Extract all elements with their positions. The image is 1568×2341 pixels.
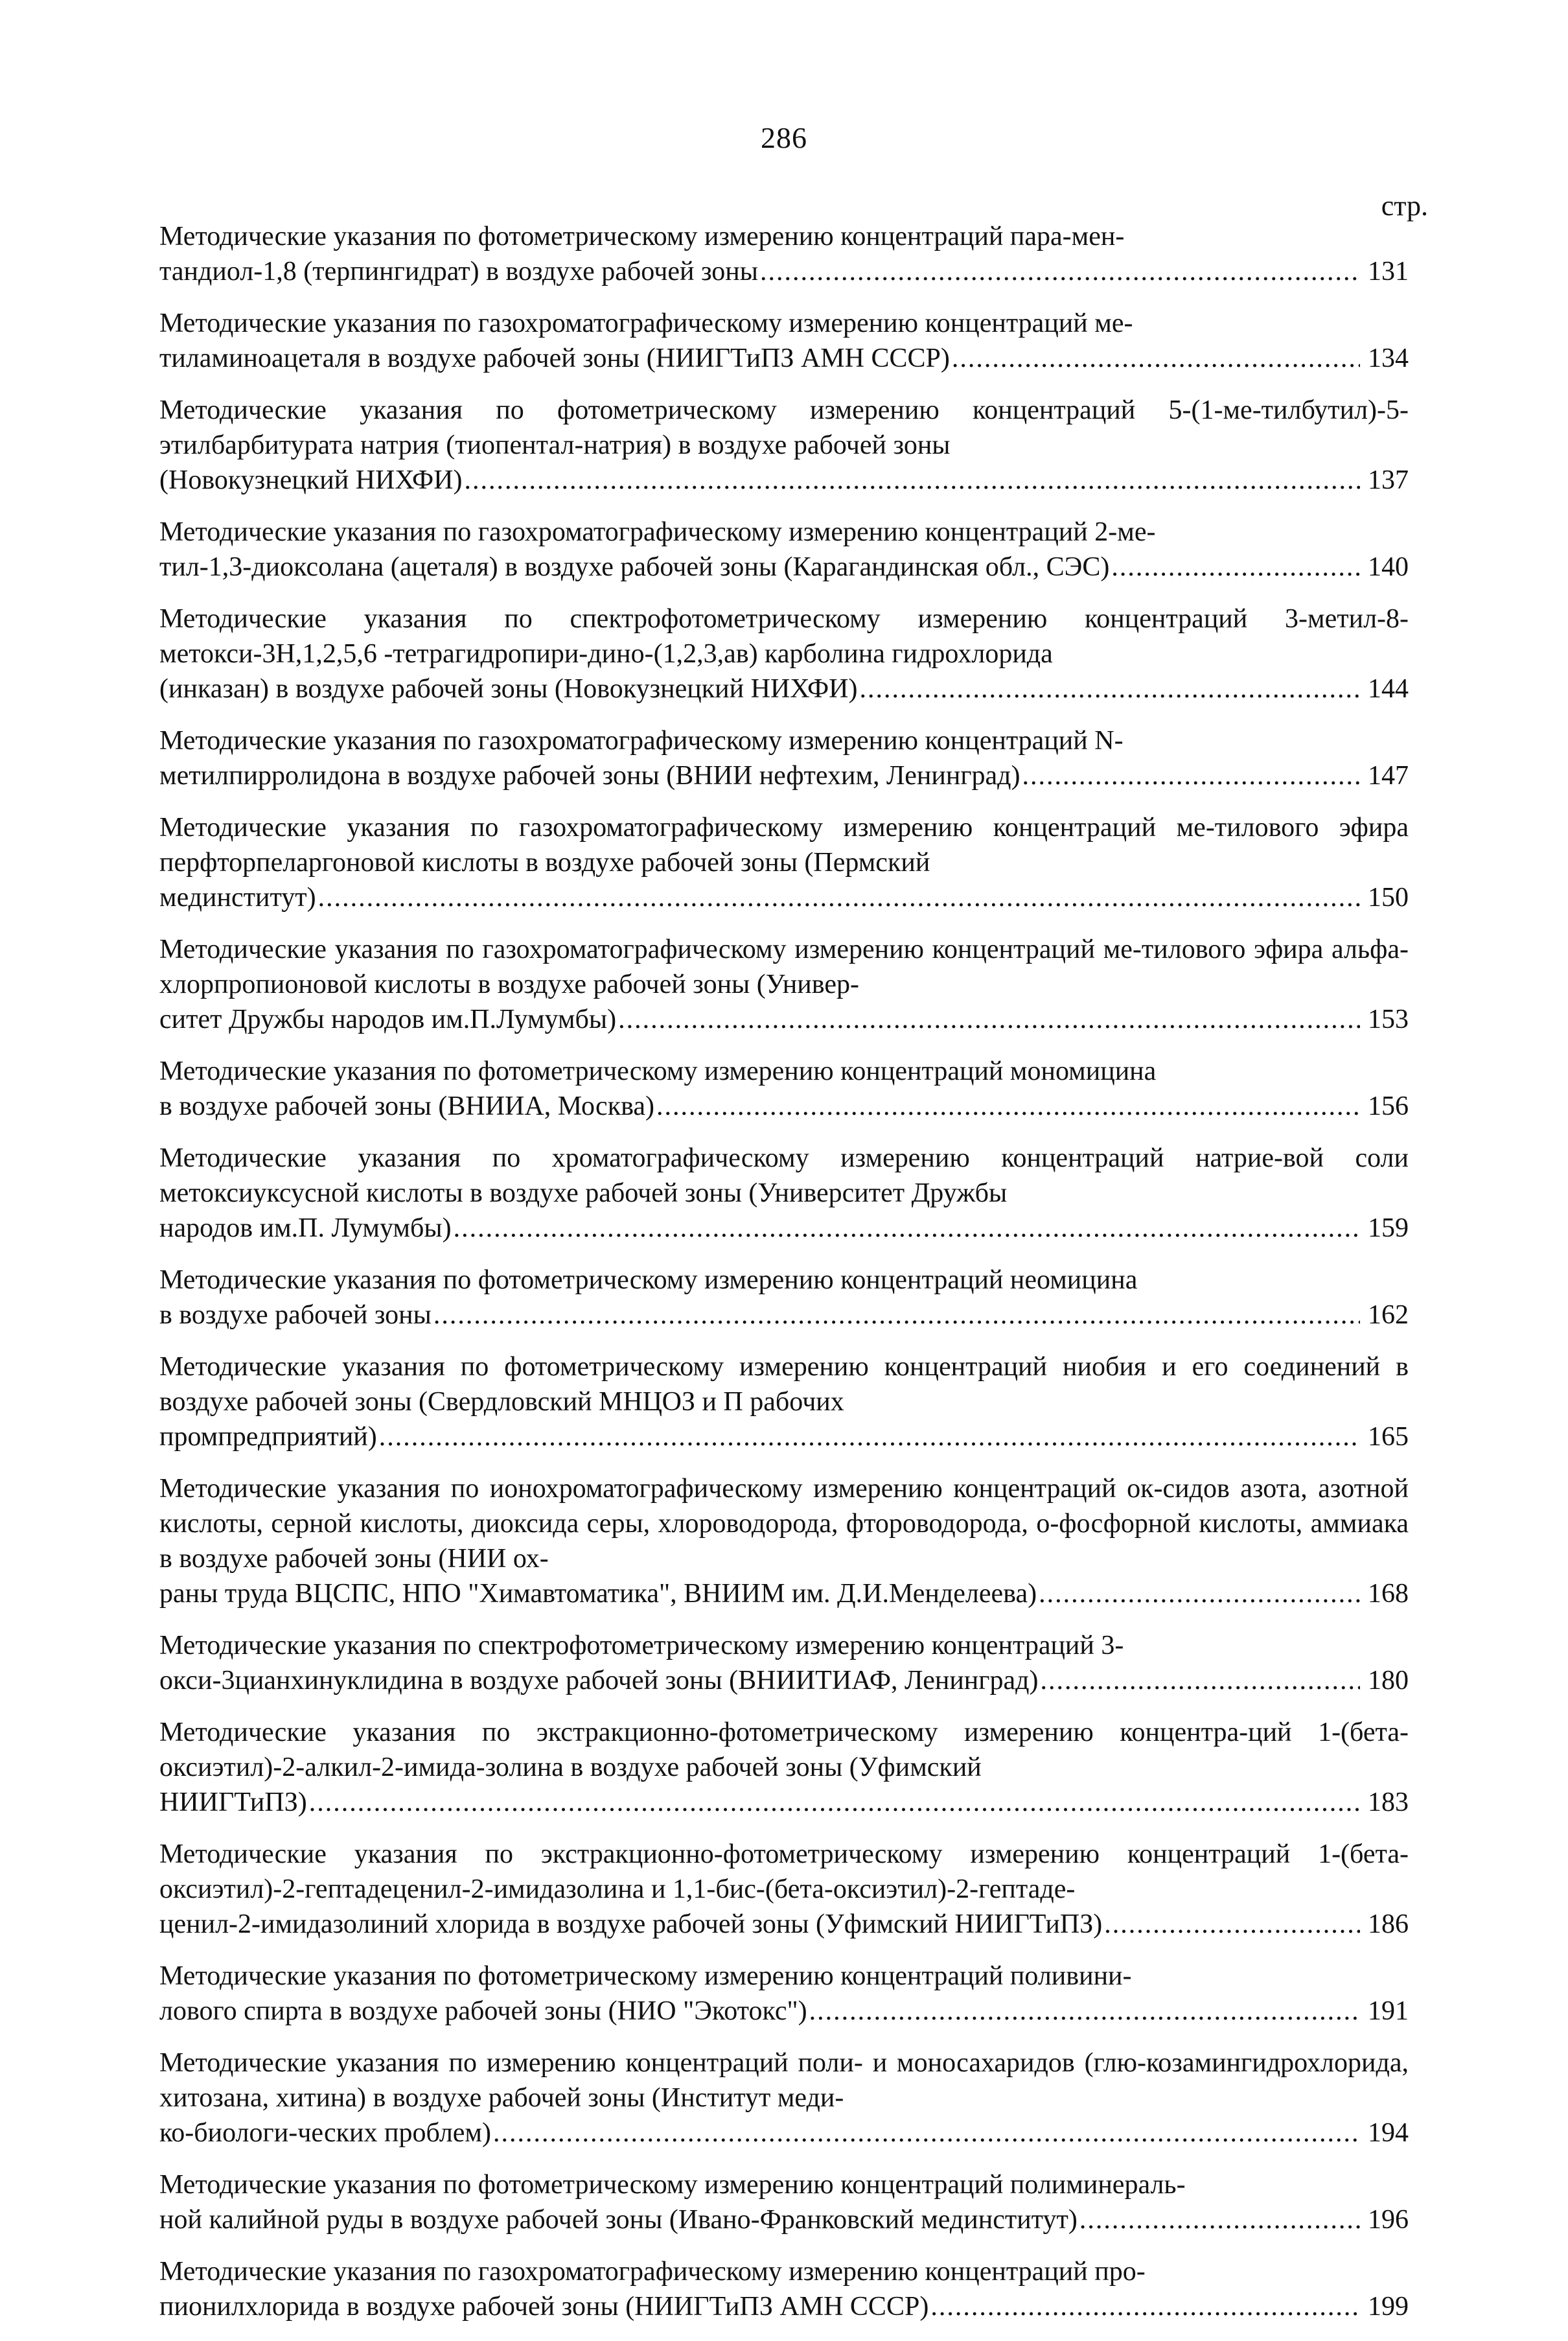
- toc-entry-last-line: [159, 1211, 1409, 1246]
- toc-entry-page-number: 159: [1368, 1213, 1409, 1243]
- toc-entry-text: Методические указания по фотометрическому измерению концентраций неомицина: [159, 1265, 1138, 1295]
- toc-entry-last-line: [159, 1907, 1409, 1942]
- toc-entry: [159, 515, 1409, 585]
- toc-entry-page-number: 199: [1368, 2292, 1409, 2322]
- toc-entry-page-number: 134: [1368, 344, 1409, 373]
- toc-entry-last-line: [159, 1089, 1409, 1124]
- toc-entry-page-number: 165: [1368, 1422, 1409, 1452]
- toc-entry-tail-text: в воздухе рабочей зоны (ВНИИА, Москва): [159, 1091, 654, 1121]
- dot-leader: [1039, 1576, 1360, 1611]
- toc-entry: [159, 2167, 1409, 2237]
- toc-entry: [159, 2254, 1409, 2324]
- dot-leader: [930, 2289, 1360, 2324]
- toc-entry: [159, 1959, 1409, 2029]
- toc-entry-text: Методические указания по спектрофотометрическому измерению концентраций 3-метил-8-метокси-3Н,1,2,5,6 -тетрагидропири-дино-(1,2,3,ав) карболина гидрохлорида: [159, 604, 1409, 669]
- toc-entry-tail-text: (Новокузнецкий НИХФИ): [159, 465, 463, 495]
- toc-entry-text: Методические указания по фотометрическому измерению концентраций поливини-: [159, 1961, 1132, 1991]
- dot-leader: [656, 1089, 1360, 1124]
- dot-leader: [454, 1211, 1360, 1246]
- dot-leader: [809, 1994, 1360, 2029]
- toc-entry-text: Методические указания по спектрофотометрическому измерению концентраций 3-: [159, 1631, 1124, 1660]
- toc-entry-page-number: 153: [1368, 1005, 1409, 1034]
- toc-entry: [159, 1054, 1409, 1124]
- toc-entry-text: Методические указания по газохроматографическому измерению концентраций ме-тилового эфира перфторпеларгоновой кислоты в воздухе рабочей зоны (Пермский: [159, 813, 1409, 878]
- toc-entry-tail-text: НИИГТиПЗ): [159, 1788, 307, 1817]
- dot-leader: [1104, 1907, 1360, 1942]
- toc-entry-last-line: [159, 671, 1409, 706]
- toc-entry-page-number: 131: [1368, 257, 1409, 286]
- toc-entry-text: Методические указания по газохроматографическому измерению концентраций ме-тилового эфира альфа-хлорпропионовой кислоты в воздухе рабочей зоны (Универ-: [159, 935, 1409, 999]
- dot-leader: [952, 341, 1360, 376]
- toc-entry-tail-text: (инказан) в воздухе рабочей зоны (Новокузнецкий НИХФИ): [159, 674, 858, 704]
- toc-entry-page-number: 137: [1368, 465, 1409, 495]
- toc-entry-tail-text: раны труда ВЦСПС, НПО "Химавтоматика", ВНИИМ им. Д.И.Менделеева): [159, 1579, 1037, 1609]
- toc-entry-last-line: [159, 550, 1409, 585]
- toc-entry-last-line: [159, 1002, 1409, 1037]
- toc-entry: [159, 1263, 1409, 1333]
- dot-leader: [379, 1419, 1360, 1454]
- toc-entry-page-number: 156: [1368, 1091, 1409, 1121]
- toc-entry-tail-text: в воздухе рабочей зоны: [159, 1300, 432, 1330]
- toc-entry-last-line: [159, 1576, 1409, 1611]
- toc-entry: [159, 1715, 1409, 1820]
- toc-entry-tail-text: метилпирролидона в воздухе рабочей зоны (ВНИИ нефтехим, Ленинград): [159, 761, 1020, 791]
- toc-entry-text: Методические указания по фотометрическому измерению концентраций полиминераль-: [159, 2170, 1186, 2200]
- toc-entry: [159, 1471, 1409, 1611]
- toc-entry-tail-text: лового спирта в воздухе рабочей зоны (НИО "Экотокс"): [159, 1996, 807, 2026]
- toc-entry-last-line: [159, 2289, 1409, 2324]
- toc-entry: [159, 601, 1409, 706]
- toc-entry: [159, 393, 1409, 498]
- toc-entry-page-number: 194: [1368, 2118, 1409, 2148]
- toc-entry-tail-text: тил-1,3-диоксолана (ацеталя) в воздухе рабочей зоны (Карагандинская обл., СЭС): [159, 552, 1110, 582]
- dot-leader: [1041, 1663, 1360, 1698]
- toc-entry-last-line: [159, 758, 1409, 793]
- toc-entry-tail-text: мединститут): [159, 883, 316, 913]
- toc-entry-tail-text: тандиол-1,8 (терпингидрат) в воздухе рабочей зоны: [159, 257, 758, 286]
- toc-entry-page-number: 140: [1368, 552, 1409, 582]
- toc-entry-text: Методические указания по газохроматографическому измерению концентраций про-: [159, 2257, 1146, 2287]
- toc-entry-last-line: [159, 2115, 1409, 2150]
- toc-entry-last-line: [159, 880, 1409, 915]
- toc-entry-text: Методические указания по измерению концентраций поли- и моносахаридов (глю-козамингидрохлорида, хитозана, хитина) в воздухе рабочей зоны (Институт меди-: [159, 2048, 1409, 2113]
- toc-entry-page-number: 150: [1368, 883, 1409, 913]
- page-column-label: стр.: [1381, 190, 1428, 222]
- toc-entry-page-number: 191: [1368, 1996, 1409, 2026]
- toc-entry-text: Методические указания по экстракционно-фотометрическому измерению концентраций 1-(бета-оксиэтил)-2-гептадеценил-2-имидазолина и 1,1-бис-(бета-оксиэтил)-2-гептаде-: [159, 1839, 1409, 1904]
- toc-entry-last-line: [159, 1994, 1409, 2029]
- dot-leader: [859, 671, 1360, 706]
- toc-entry: [159, 1141, 1409, 1246]
- toc-entry-last-line: [159, 1298, 1409, 1333]
- toc-entry-tail-text: тиламиноацеталя в воздухе рабочей зоны (НИИГТиПЗ АМН СССР): [159, 344, 950, 373]
- dot-leader: [760, 254, 1360, 289]
- toc-entry: [159, 2045, 1409, 2150]
- page-number: 286: [761, 121, 807, 154]
- table-of-contents: [159, 219, 1409, 2341]
- toc-entry: [159, 1837, 1409, 1942]
- toc-entry-page-number: 186: [1368, 1909, 1409, 1939]
- toc-entry-tail-text: ситет Дружбы народов им.П.Лумумбы): [159, 1005, 617, 1034]
- toc-entry-tail-text: ной калийной руды в воздухе рабочей зоны (Ивано-Франковский мединститут): [159, 2205, 1078, 2235]
- toc-entry-text: Методические указания по экстракционно-фотометрическому измерению концентра-ций 1-(бета-оксиэтил)-2-алкил-2-имида-золина в воздухе рабочей зоны (Уфимский: [159, 1718, 1409, 1782]
- dot-leader: [1022, 758, 1360, 793]
- toc-entry: [159, 723, 1409, 793]
- toc-entry-text: Методические указания по газохроматографическому измерению концентраций ме-: [159, 309, 1133, 338]
- toc-entry-last-line: [159, 2202, 1409, 2237]
- toc-entry-text: Методические указания по хроматографическому измерению концентраций натрие-вой соли метоксиуксусной кислоты в воздухе рабочей зоны (Университет Дружбы: [159, 1143, 1409, 1208]
- toc-entry-last-line: [159, 1419, 1409, 1454]
- toc-entry-text: Методические указания по фотометрическому измерению концентраций 5-(1-ме-тилбутил)-5-этилбарбитурата натрия (тиопентал-натрия) в воздухе рабочей зоны: [159, 395, 1409, 460]
- toc-entry: [159, 219, 1409, 289]
- toc-entry-text: Методические указания по фотометрическому измерению концентраций пара-мен-: [159, 222, 1125, 251]
- toc-entry-tail-text: промпредприятий): [159, 1422, 377, 1452]
- toc-entry-tail-text: пионилхлорида в воздухе рабочей зоны (НИИГТиПЗ АМН СССР): [159, 2292, 929, 2322]
- dot-leader: [1111, 550, 1360, 585]
- toc-entry-text: Методические указания по фотометрическому измерению концентраций ниобия и его соединений в воздухе рабочей зоны (Свердловский МНЦОЗ и П рабочих: [159, 1352, 1409, 1417]
- toc-entry-page-number: 180: [1368, 1666, 1409, 1695]
- toc-entry-page-number: 162: [1368, 1300, 1409, 1330]
- toc-entry-last-line: [159, 254, 1409, 289]
- dot-leader: [1079, 2202, 1360, 2237]
- toc-entry-text: Методические указания по фотометрическому измерению концентраций мономицина: [159, 1056, 1157, 1086]
- toc-entry-text: Методические указания по газохроматографическому измерению концентраций N-: [159, 726, 1124, 756]
- toc-entry: [159, 1349, 1409, 1454]
- toc-entry-tail-text: окси-3цианхинуклидина в воздухе рабочей зоны (ВНИИТИАФ, Ленинград): [159, 1666, 1039, 1695]
- toc-entry-page-number: 147: [1368, 761, 1409, 791]
- toc-entry-last-line: [159, 1663, 1409, 1698]
- dot-leader: [465, 463, 1360, 498]
- toc-entry-text: Методические указания по газохроматографическому измерению концентраций 2-ме-: [159, 517, 1156, 547]
- toc-entry-last-line: [159, 1785, 1409, 1820]
- toc-entry: [159, 810, 1409, 915]
- toc-entry-text: Методические указания по ионохроматографическому измерению концентраций ок-сидов азота, азотной кислоты, серной кислоты, диоксида серы, хлороводорода, фтороводорода, о-фосфорной кислоты, аммиака в воздухе рабочей зоны (НИИ ох-: [159, 1474, 1409, 1574]
- toc-entry-last-line: [159, 341, 1409, 376]
- toc-entry: [159, 306, 1409, 376]
- toc-entry-tail-text: ценил-2-имидазолиний хлорида в воздухе рабочей зоны (Уфимский НИИГТиПЗ): [159, 1909, 1103, 1939]
- toc-entry-last-line: [159, 463, 1409, 498]
- dot-leader: [433, 1298, 1360, 1333]
- dot-leader: [493, 2115, 1360, 2150]
- toc-entry-page-number: 196: [1368, 2205, 1409, 2235]
- toc-entry-page-number: 144: [1368, 674, 1409, 704]
- toc-entry-page-number: 168: [1368, 1579, 1409, 1609]
- dot-leader: [318, 880, 1360, 915]
- toc-entry-tail-text: народов им.П. Лумумбы): [159, 1213, 452, 1243]
- dot-leader: [309, 1785, 1360, 1820]
- toc-entry: [159, 932, 1409, 1037]
- toc-entry: [159, 1628, 1409, 1698]
- dot-leader: [618, 1002, 1360, 1037]
- toc-entry-tail-text: ко-биологи-ческих проблем): [159, 2118, 491, 2148]
- toc-entry-page-number: 183: [1368, 1788, 1409, 1817]
